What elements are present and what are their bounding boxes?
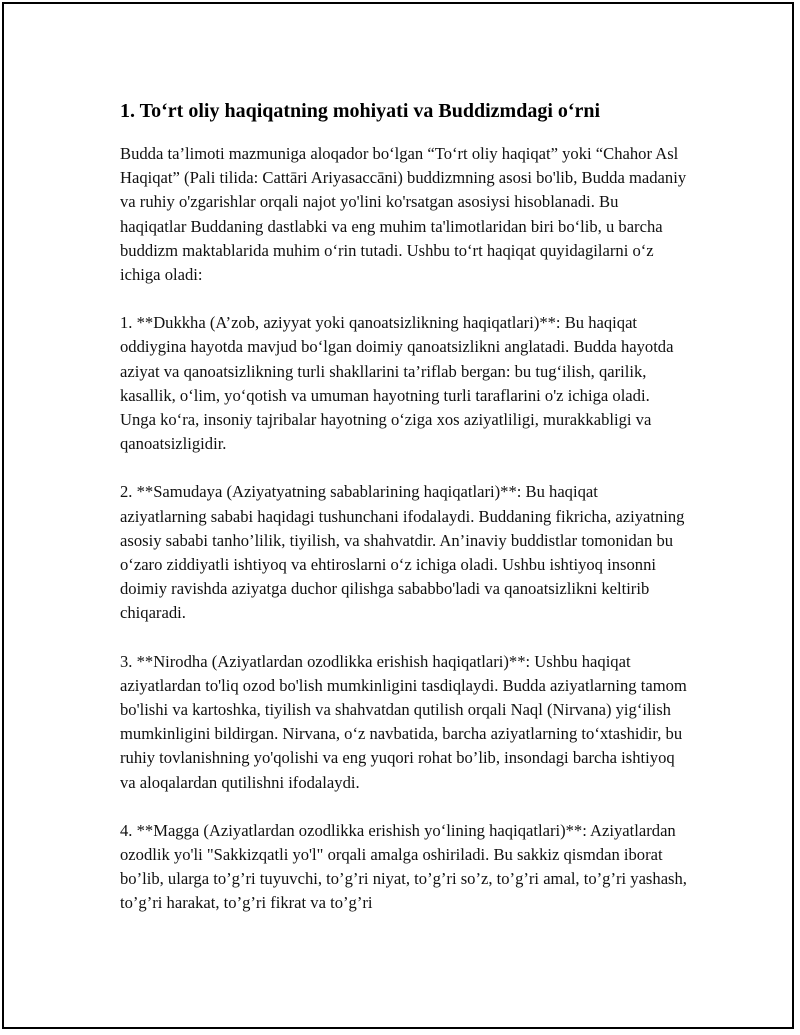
document-body [120,98,688,940]
section-heading: 1. To‘rt oliy haqiqatning mohiyati va Buddizmdagi o‘rni [120,100,601,122]
intro-paragraph: Budda ta’limoti mazmuniga aloqador bo‘lgan “To‘rt oliy haqiqat” yoki “Chahor Asl Haqiqat” (Pali tilida: Cattāri Ariyasaccāni) buddizmning asosi bo'lib, Budda madaniy va ruhiy o'zgarishlar orqali najot yo'lini ko'rsatgan asosiysi hisoblanadi. Bu haqiqatlar Buddaning dastlabki va eng muhim ta'limotlaridan biri bo‘lib, u barcha buddizm maktablarida muhim o‘rin tutadi. Ushbu to‘rt haqiqat quyidagilarni o‘z ichiga oladi: [120,144,687,285]
samudaya-paragraph: 2. **Samudaya (Aziyatyatning sabablarining haqiqatlari)**: Bu haqiqat aziyatlarning sababi haqidagi tushunchani ifodalaydi. Buddaning fikricha, aziyatning asosiy sababi tanho’lilik, tiyilish, va shahvatdir. An’inaviy buddistlar tomonidan bu o‘zaro ziddiyatli ishtiyoq va ehtiroslarni o‘z ichiga oladi. Ushbu ishtiyoq insonni doimiy ravishda aziyatga duchor qilishga sababbo'ladi va qanoatsizlikni keltirib chiqaradi. [120,482,685,623]
dukkha-paragraph: 1. **Dukkha (A’zob, aziyyat yoki qanoatsizlikning haqiqatlari)**: Bu haqiqat oddiygina hayotda mavjud bo‘lgan doimiy qanoatsizlikni anglatadi. Budda hayotda aziyat va qanoatsizlikning turli shakllarini ta’riflab bergan: bu tug‘ilish, qarilik, kasallik, o‘lim, yo‘qotish va umuman hayotning turli taraflarini o'z ichiga oladi. Unga ko‘ra, insoniy tajribalar hayotning o‘ziga xos aziyatliligi, murakkabligi va qanoatsizligidir. [120,313,674,454]
document-page [2,2,794,1029]
nirodha-paragraph: 3. **Nirodha (Aziyatlardan ozodlikka erishish haqiqatlari)**: Ushbu haqiqat aziyatlardan to'liq ozod bo'lish mumkinligini tasdiqlaydi. Budda aziyatlarning tamom bo'lishi va kartoshka, tiyilish va shahvatdan qutilish orqali Naql (Nirvana) yig‘ilish mumkinligini bildirgan. Nirvana, o‘z navbatida, barcha aziyatlarning to‘xtashidir, bu ruhiy tovlanishning yo'qolishi va eng yuqori rohat bo’lib, insondagi barcha ishtiyoq va aloqalardan qutilishni ifodalaydi. [120,651,687,792]
magga-paragraph: 4. **Magga (Aziyatlardan ozodlikka erishish yo‘lining haqiqatlari)**: Aziyatlardan ozodlik yo'li "Sakkizqatli yo'l" orqali amalga oshiriladi. Bu sakkiz qismdan iborat bo’lib, ularga to’g’ri tuyuvchi, to’g’ri niyat, to’g’ri so’z, to’g’ri amal, to’g’ri yashash, to’g’ri harakat, to’g’ri fikrat va to’g’ri [120,820,687,913]
